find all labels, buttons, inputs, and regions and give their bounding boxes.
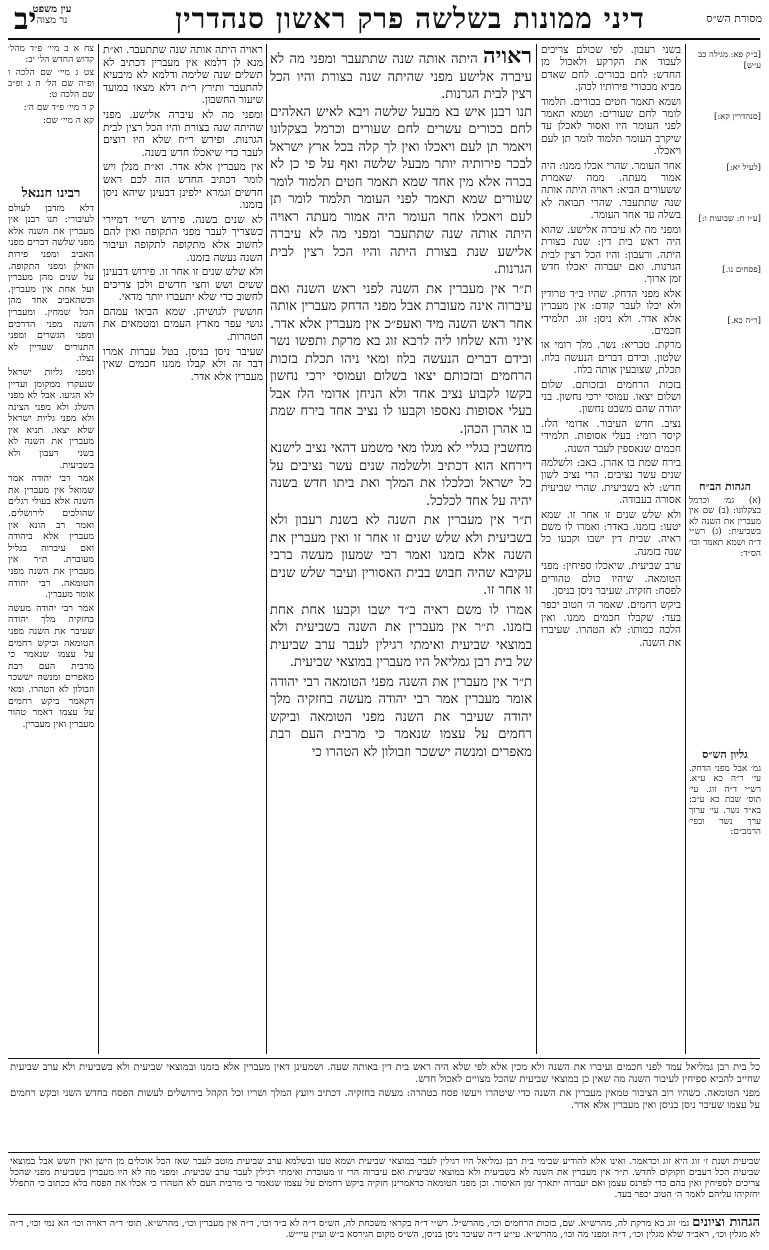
bottom-paragraph: מפני הטומאה. כשהיו רוב הציבור טמאין מעברין את השנה כדי שיטהרו ויעשו פסח בטהרה: מעשה בחזקיה. דכתיב ויועץ המלך ושריו וכל הקהל בירושלים לעשות הפסח בחדש השני ובקש רחמים על עצמו שעיבר ניסן בניסן ואין מעברין אלא אדר. (10, 1088, 760, 1111)
rashi-paragraph: ולא שלש שנים זו אחר זו. שמא יטעו: בזמנו. באדר: ואמרו לו משם ראיה. שבית דין ישבו וקבעו כל שנה בזמנה. (541, 508, 681, 558)
bottom-small-commentary: שביעית ושנת ז׳ זוג היא זוג וכדאמר. ואינו אלא להודיע שבימי בית רבן גמליאל היו רגילין לעבר במוצאי שביעית ושמא טעו ובשלמא ערב שביעית מוטב לעבר שאז הכל אוכלים מן הישן ואין חשש אבל במוצאי שביעית הכל רעבים וזקוקים לחדש. ת״ר אין מעברין את השנה לא בשביעית ולא במוצאי שביעית ואם עיברוה הרי זו מעוברת ואימתי רגילין לעבר ערב שביעית. ומפני מה לא היו מעברין בשביעית מפני שהכל צריכים לספיחין ואין בהם כדי לפרנס עצמן ואם יעברוה יתארך זמן האיסור. וכן מפני הטומאה כדאמרינן חזקיה ביקש רחמים על עצמו שנאמר כי מרבית העם לא הטהרו כי אכלו את הפסח בלא ככתוב כי התפלל יחזקיהו עליהם לאמר ה׳ הטוב יכפר בעד. (10, 1156, 760, 1200)
gemara-paragraph: מחשבין בגליי לא מגלו מאי משמע דהאי נציב לישנא דירחא הוא דכתיב ולשלמה שנים עשר נציבים על כל ישראל וכלכלו את המלך ואת ביתו חדש בשנה יהיה על אחד לכלכל. (270, 441, 532, 509)
bottom-commentary (10, 1062, 760, 1150)
masoret-margin (689, 50, 761, 450)
hagahot-habach-title: הגהות הב״ח (699, 480, 751, 493)
rashi-paragraph: מרקת. טבריא: נשר. מלך רומי או שלטון. ובידם דברים הנעשה בלוז. תכלת, שצובעין אותה בלוז. (541, 339, 681, 377)
margin-ref: [סנהדרין קא:] (714, 112, 761, 122)
column-rule (685, 44, 686, 1054)
bottom-paragraph: כל בית רבן גמליאל עמד לפני חכמים ועיברו את השנה ולא מכין אלא לפי שלא היה ראש בית דין באותה שעה. ושמעינן דאין מעברין אלא בזמנו ובמוצאי שביעית ולא בשביעית ולא ערב שביעית שחייב להביא ספיחין לעיבור השנה מה שאין כן במוצאי שביעית שהכל מצויים לאכול חדש. (10, 1062, 760, 1085)
ein-mishpat-entry: ק ד מיי׳ פ״ד שם ה׳: (23, 103, 94, 113)
rashi (541, 44, 681, 1054)
hagahot-habach (689, 480, 761, 710)
gemara-paragraph: תנו רבנן איש בא מבעל שלשה ויבא לאיש האלהים לחם בכורים עשרים לחם שעורים וכרמל בצקלונו ויאמר תן לעם ויאכלו ואין לך קלה בכל ארץ ישראל לבכר פירותיה יותר מבעל שלשה ואף על פי כן לא בכרה אלא מין אחד שמא תאמר חטים תלמוד לומר שעורים שמא תאמר לפני העומר תלמוד לומר תן לעם ויאכלו אחר העומר היה אמור מעתה ראויה היתה אותה שנה שתתעבר ומפני מה לא עיברה אלישע שנת בצורת היתה והיו הכל רצין לבית הגרנות. (270, 104, 532, 277)
margin-ref: [פסחים נו.] (722, 265, 761, 275)
bottom-rule (8, 1152, 760, 1153)
gemara-paragraph: ת״ר אין מעברין את השנה לפני ראש השנה ואם עיברוה אינה מעוברת אבל מפני הדחק מעברין אותה אחר ראש השנה מיד ואעפ״כ אין מעברין אלא אדר. איני והא שלחו ליה לרבא זוג בא מרקת ותפשו נשר ובידם דברים הנעשה בלוז ומאי ניהו תכלת בזכות הרחמים ובזכותם יצאו בשלום ועמוסי ירכי נחשון בקשו לקבוע נציב אחד ולא הניחן אדומי הלז אבל בעלי אסופות נאספו וקבעו לו נציב אחד בירח שמת בו אהרן הכהן. (270, 281, 532, 437)
margin-ref: [ע״ז ח: שבועות ו:] (698, 214, 761, 224)
rashi-paragraph: בזכות הרחמים ובזכותם. שלום ושלום יצאו. עמוסי ירכי נחשון. בני יהודה שהם משבט נחשון. (541, 378, 681, 416)
chananel-paragraph: דלא מזדבן לעולם לעיבורי: תנו רבנן אין מעברין את השנה אלא מפני שלשה דברים מפני האביב ומפני פירות האילן ומפני התקופה. על שנים מהן מעברין ועל אחת אין מעברין. וכשהאביב אחד מהן הכל שמחין. ומעברין השנה מפני הדרכים ומפני הגשרים ומפני התנורים שעדיין לא נצלו. (8, 202, 94, 365)
gilyon-hashas (689, 748, 761, 1048)
tosafot-paragraph: ראויה היתה אותה שנה שתתעבר. וא״ת מנא לן דלמא אין מעברין דכתיב לא תשלים שנה שלימה ודלמא לא מיבעיא להתעבר ותירץ ר״ת דלא מצאו במועד שיעור החשבון. (103, 44, 263, 107)
hagahot-habach-entry: (א) גמ׳ וכרמל בצקלונו: (ב) שם אין מעברין את השנה לא בשביעית: (ג) רש״י ד״ה ושמא תאמר וכו׳ הס״ד: (689, 495, 761, 559)
rabbeinu-chananel-title: רבינו חננאל (21, 186, 81, 201)
margin-ref: [ב״ק פא: מגילה כב ע״ש] (698, 50, 761, 71)
bottom-rule (8, 1214, 760, 1215)
rashi-paragraph: ערב שביעית. שיאכלו ספיחין: מפני הטומאה. שיהיו כולם טהורים לפסח: חזקיה. שעיבר ניסן בניסן. (541, 560, 681, 598)
rashi-paragraph: ומפני מה לא עיברה אלישע. שהוא היה ראש בית דין: שנת בצורת היתה. ורעבון: והיו הכל רצין לבית הגרנות. ואם יעברוה יאכלו חדש זמן ארוך. (541, 223, 681, 286)
gemara-paragraph: היתה אותה שנה שתתעבר ומפני מה לא עיברה אלישע מפני שהיתה שנה בצורת והיו הכל רצין לבית הגרנות. (270, 52, 532, 102)
rashi-paragraph: אחר העומר. שהרי אכלו ממנו: היה אמור מעתה. ממה שאמרת ששעורים הביא: ראויה היתה אותה שנה שתתעבר. שהרי תבואה לא בשלה עד אחר העומר. (541, 159, 681, 222)
gemara-paragraph: אמרו לו משם ראיה ב״ד ישבו וקבעו אחת אחת בזמנו. ת״ר אין מעברין את השנה בשביעית ולא במוצאי שביעית ואימתי רגילין לעבר ערב שביעית של בית רבן גמליאל היו מעברין במוצאי שביעית. (270, 602, 532, 670)
column-rule (98, 44, 99, 1054)
tosafot (103, 44, 263, 1054)
gemara-opening-word: ראויה (483, 44, 532, 69)
chananel-paragraph: אמר רבי יהודה אמר שמואל אין מעברין את השנה אלא בעולי רגלים שהולכים לירושלים. ואמר רב הונא אין מעברין אלא ביהודה ואם עיברוה בגליל מעוברת. ת״ר אין מעברין את השנה מפני הטומאה. רבי יהודה אומר מעברין. (8, 473, 94, 601)
chananel-paragraph: ומפני גליות ישראל שנעקרו ממקומן ועדיין לא הגיעו. אבל לא מפני השלג ולא מפני הצינה ולא מפני גליות ישראל שלא יצאו. תניא אין מעברין את השנה לא בשני רעבון ולא בשביעית. (8, 366, 94, 471)
rashi-paragraph: ביקש רחמים. שאמר ה׳ הטוב יכפר בעד: שקבלו חכמים ממנו. ואין הלכה כמותו: לא הטהרו. שעיברו את השנה. (541, 599, 681, 649)
rashi-paragraph: אלא מפני הדחק. שהיו ב״ד טרודין ולא יכלו לעבר קודם: אין מעברין אלא אדר. ולא ניסן: זוג. תלמידי חכמים. (541, 287, 681, 337)
header-rule (8, 38, 760, 40)
page-number: יב (14, 2, 37, 37)
ein-mishpat-label: עין משפט (32, 4, 72, 15)
gemara-paragraph: ת״ר אין מעברין את השנה לא בשנת רעבון ולא בשביעית ולא שלש שנים זו אחר זו ואין מעברין את השנה אלא בזמנו ואמר רבי שמעון מעשה ברבי עקיבא שהיה חבוש בבית האסורין ועיבר שלש שנים זו אחר זו. (270, 513, 532, 598)
tosafot-paragraph: ולא שלש שנים זו אחר זו. פירוש דבעינן ששים ושש וחצי חדשים ולכן צריכים לחשוב כדי שלא יתעברו יותר מדאי. (103, 266, 263, 304)
hagahot-tziyunim (10, 1217, 760, 1249)
ein-mishpat-entry: צח א ב מיי׳ פ״ד מהל׳ קדוש החדש הל׳ יב: (8, 44, 94, 65)
tosafot-paragraph: אין מעברין אלא אדר. וא״ת מנלן ויש לומר דכתיב החדש הזה לכם ראש חדשים וגמרא ילפינן דבעינן שיהא ניסן בזמנו. (103, 161, 263, 212)
rashi-paragraph: נציב. חדש העיבור. אדומי הלז. קיסר רומי: בעלי אסופות. תלמידי חכמים שנאספין לעבר השנה. (541, 417, 681, 455)
ein-mishpat-sublabel: נר מצוה (36, 15, 68, 26)
column-rule (266, 44, 267, 1054)
gilyon-hashas-title: גליון הש״ס (702, 748, 748, 761)
tosafot-paragraph: שעיבר ניסן בניסן. בטל עברות אמרו דבר זה ולא קבלו ממנו חכמים שאין מעברין אלא אדר. (103, 345, 263, 383)
page-title: דיני ממונות בשלשה פרק ראשון סנהדרין (175, 2, 645, 35)
ein-mishpat (8, 44, 94, 179)
margin-ref: [ר״ה כא.] (727, 316, 761, 326)
tosafot-paragraph: חוששין לגושיהן. שמא הביאו עמהם גושי עפר מארץ העמים ומטמאים את הטהרות. (103, 305, 263, 344)
gilyon-hashas-text: גמ׳ אבל מפני הדחק. עי׳ ר״ה כא ע״א. רש״י ד״ה זוג. עי׳ תוס׳ שבת כא ע״ב: בא״ד נשר. עי׳ ערוך ערך נשר ובפי׳ הרמב״ם: (689, 763, 761, 838)
margin-ref: [לעיל יא:] (726, 163, 761, 173)
column-rule (536, 44, 537, 1054)
rashi-paragraph: בשני רעבון. לפי שכולם צריכים לעבוד את הקרקע ולאכול מן החדש: לחם בכורים. לחם שאדם מביא מבכורי פירותיו לכהן. (541, 44, 681, 94)
masoret-hashas-label: מסורת הש״ס (706, 12, 762, 25)
bottom-rule (8, 1058, 760, 1059)
ein-mishpat-entry: קא ה מיי׳ שם: (42, 116, 94, 126)
hagahot-tziyunim-text: גמ׳ זוג בא מרקת לה, מהרש״א. שם, בזכות הרחמים וכו׳, מהרש״ל. רש״י ד״ה בקראי משכחת לה, הש״ס ד״ה לא ב״ד וכו׳, ד״ה אין מעברין וכו׳, מהרש״א. תוס׳ ד״ה ראויה וכו׳ הא נמי וכו׳, ד״ה לא מגלין וכו׳, ראב״ד שלא מגלין וכו׳, ד״ה ומפני מה וכו׳, מהרש״א. עי״ע ד״ה שעיבר ניסן בניסן, הש״ס מקום הגירסא ב״ש ועיין עיי״ש. (10, 1218, 760, 1240)
tosafot-paragraph: ומפני מה לא עיברה אלישע. מפני שהיתה שנה בצורת והיו הכל רצין לבית הגרנות. ופירש ר״ח שלא היו רוצים לעבר כדי שיאכלו חדש בשנה. (103, 108, 263, 159)
hagahot-tziyunim-label: הגהות וציונים (692, 1217, 760, 1230)
ein-mishpat-entry: צט ג מיי׳ שם הלכה ו ופ״ה שם הל׳ ה ג ופ״ב שם הלכה ט: (8, 68, 94, 100)
gemara-paragraph: ת״ר אין מעברין את השנה מפני הטומאה רבי יהודה אומר מעברין אמר רבי יהודה מעשה בחזקיה מלך יהודה שעיבר את השנה מפני הטומאה וביקש רחמים על עצמו שנאמר כי מרבית העם רבת מאפרים ומנשה יששכר וזבולון לא הטהרו כי (270, 674, 532, 760)
rabbeinu-chananel (8, 186, 94, 1054)
chananel-paragraph: אמר רבי יהודה מעשה בחזקיה מלך יהודה שעיבר את השנה מפני הטומאה וביקש רחמים על עצמו שנאמר כי מרבית העם רבת מאפרים ומנשה יששכר וזבולון לא הטהרו. ומאי דקאמר ביקש רחמים על עצמו דאמר טהור מעברין ואין מעברין. (8, 602, 94, 730)
rashi-paragraph: בירח שמת בו אהרן. באב: ולשלמה שנים עשר נציבים. הרי נציב לשון חדש: לא בשביעית. שהרי שביעית אסורה בעבודה. (541, 457, 681, 507)
rashi-paragraph: ושמא תאמר חטים בכורים. תלמוד לומר לחם שעורים: ושמא תאמר לפני העומר היו ואסור לאכלן עד שיקרב העומר תלמוד לומר תן לעם ויאכלו. (541, 95, 681, 158)
gemara-text (270, 44, 532, 1054)
tosafot-paragraph: לא שנים בשנה. פירוש רש״י דמיירי כשצריך לעבר מפני התקופה ואין להם לחשוב אלא מתקופה לתקופה ועיבור השנה נעשה בזמנו. (103, 213, 263, 264)
ein-mishpat-heading (8, 4, 96, 26)
